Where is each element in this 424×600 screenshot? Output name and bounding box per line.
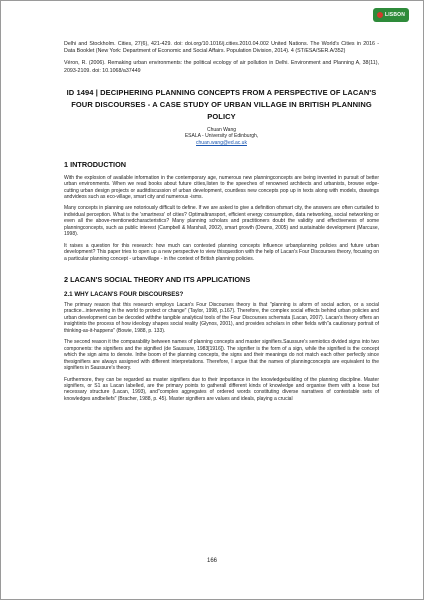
author-affiliation: ESALA - University of Edinburgh, [184,133,259,140]
author-email-link[interactable]: chuan.wang@ed.ac.uk [196,140,247,146]
reference-entry: Véron, R. (2006). Remaking urban environments: the political ecology of air pollution in Delhi. Environment and Planning A, 38(11), 2093-2109. doi: 10.1068/a37449 [64,60,379,74]
body-paragraph: Many concepts in planning are notoriously difficult to define. If we are asked to give a definition ofsmart city, the answers are often curtailed to individual perception. What is the 'smartness' of cities? Optimaltransport, efficient energy consumption, data networking, social networking or even all the above-mentionedcharacteristics? Many planning scholars and practitioners doubt the validity and effectiveness of some planningconcepts, such as public interest (Campbell & Marshall, 2002), smart growth (Downs, 2005) and sustainable development (Marcuse, 1998). [64,205,379,238]
body-paragraph: The second reason it the comparability between names of planning concepts and master signifiers.Saussure's semiotics divided signs into two components: the signifiers and the signified (de Saussure, 1983[1916]). The signifier is the form of a sign, while the signified is the concept which the sign aims to denote. Inthe boom of the planning concepts, the signs and their meanings do not match each other perfectly since thesignifiers are always assigned with different interpretations. Therefore, I argue that the names of planningconcepts are equivalent to the signifiers in Saussure's theory. [64,339,379,372]
body-paragraph: It raises a question for this research: how much can contested planning concepts influence urbanplanning policies and future urban development? This paper tries to open up a new perspective to view thisquestion with the help of Lacan's Four Discourses theory, focusing on a particular planning concept - urbanvillage - in the context of British planning policies. [64,242,379,262]
logo-mark-icon [377,12,383,18]
author-name: Chuan Wang [207,126,236,133]
reference-entry: Delhi and Stockholm. Cities, 27(6), 421-429. doi: doi.org/10.1016/j.cities.2010.04.002 United Nations. The World's Cities in 2016 - Data Booklet (New York: Department of Economic and Social Affairs. Population Division, 2014). 4 (ST/ESA/SER.A/352) [64,41,379,55]
subsection-heading: 2.1 WHY LACAN'S FOUR DISCOURSES? [64,291,184,299]
conference-logo [373,8,409,22]
page-number: 166 [206,558,217,564]
author-block [64,127,379,147]
page-content [64,41,379,407]
paper-title: ID 1494 | DECIPHERING PLANNING CONCEPTS FROM A PERSPECTIVE OF LACAN'S FOUR DISCOURSES - A CASE STUDY OF URBAN VILLAGE IN BRITISH PLANNING POLICY [66,87,377,121]
body-paragraph: With the explosion of available information in the contemporary age, numerous new planningconcepts are being invented in pursuit of better urban environments. When we read books about future cities,listen to the speeches of renowned architects and urbanists, browse edge-cutting urban design projects or auditdiscussion of urban development, countless new concepts pop up in texts along with models, drawings andvideos such as eco-village, smart city and numerous -isms. [64,174,379,200]
section-heading-lacan: 2 LACAN'S SOCIAL THEORY AND ITS APPLICATIONS [64,275,251,285]
body-paragraph: The primary reason that this research employs Lacan's Four Discourses theory is that "planning is aform of social action, or a social practice...intervening in the world to protect or change" (Taylor, 1998, p.167). Therefore, the complex social effects behind urban policies and urban development can be decoded withthe tangible analytical tools of the Four Discourses schemata (Lacan, 2007). Lacan's theory offers an insightinto the process of how ideology shapes social reality (Glynos, 2001), and provides scholars in other fields with"a cautionary portrait of thinking-as-it-happens" (Bowie, 1988, p. 133). [64,302,379,334]
body-paragraph: Furthermore, they can be regarded as master signifiers due to their importance in the knowledgebuilding of the planning discipline. Master signifiers, or S1 as Lacan labelled, are the primary points to gatherall different kinds of knowledge and organise them with a loose but necessary structure (Lacan, 1993), and"complex aggregates of ordered words constituting diverse narratives of contestable sets of knowledges andbeliefs" (Bracher, 1988, p. 45). Master signifiers are values and ideals, playing a crucial [64,376,379,402]
logo-text: LISBON [384,12,406,18]
section-heading-introduction: 1 INTRODUCTION [64,159,127,169]
